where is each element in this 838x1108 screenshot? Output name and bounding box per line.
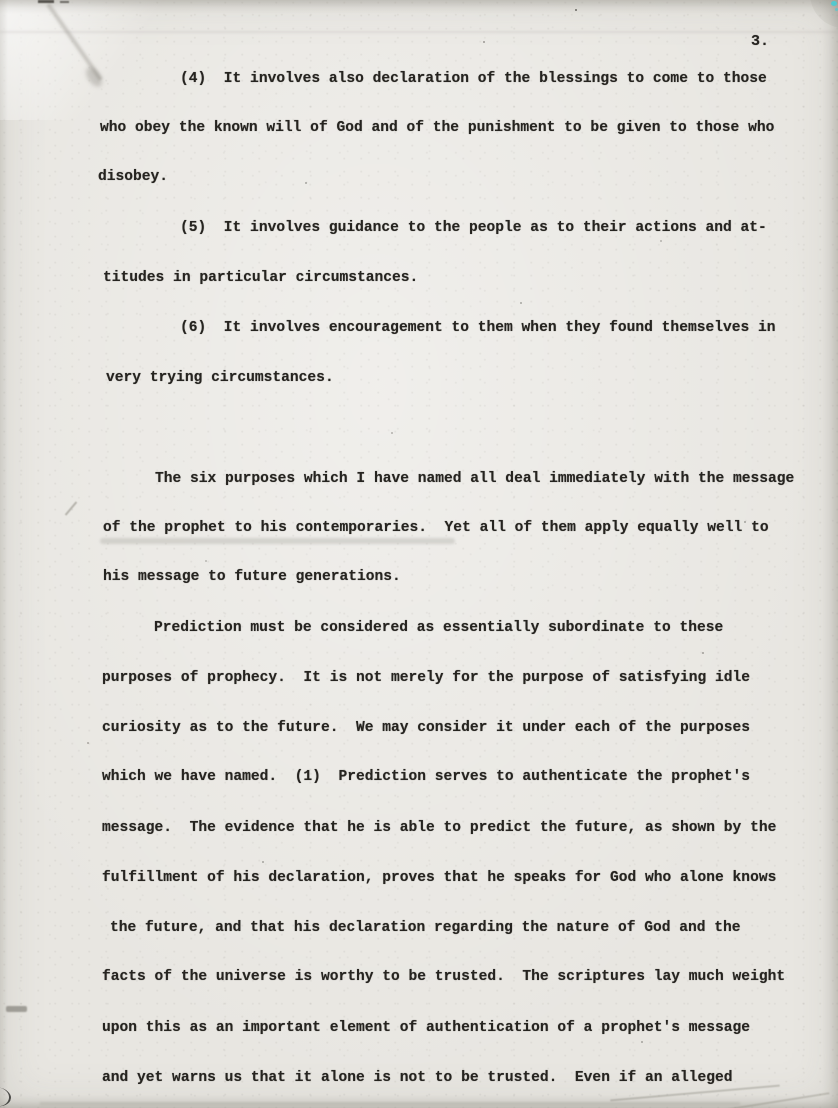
- text-line: purposes of prophecy. It is not merely for the purpose of satisfying idle: [102, 670, 751, 686]
- erasure-smudge: [100, 538, 455, 544]
- scan-edge-right: [822, 0, 838, 1108]
- scan-edge-top: [0, 0, 838, 14]
- edge-ink-dash: [38, 0, 54, 3]
- text-line: who obey the known will of God and of the punishment to be given to those who: [100, 120, 775, 136]
- edge-ink-dash: [60, 1, 69, 3]
- text-line: titudes in particular circumstances.: [103, 270, 419, 286]
- text-line: fulfillment of his declaration, proves that he speaks for God who alone knows: [102, 870, 777, 886]
- scanner-color-speck: [831, 1, 837, 6]
- text-line: his message to future generations.: [103, 569, 401, 585]
- text-line: upon this as an important element of authentication of a prophet's message: [102, 1020, 751, 1036]
- text-line: disobey.: [98, 169, 169, 185]
- scan-edge-left: [0, 0, 8, 1108]
- scratch-mark: [65, 501, 77, 515]
- paper-specks: [0, 0, 2, 2]
- text-line: facts of the universe is worthy to be trusted. The scriptures lay much weight: [102, 969, 786, 985]
- text-line: and yet warns us that it alone is not to be trusted. Even if an alleged: [102, 1070, 733, 1086]
- text-line: Prediction must be considered as essentially subordinate to these: [154, 620, 724, 636]
- page-number: 3.: [751, 33, 770, 50]
- text-line: (5) It involves guidance to the people as to their actions and at-: [180, 220, 767, 236]
- text-line: the future, and that his declaration regarding the nature of God and the: [110, 920, 741, 936]
- fold-line: [0, 31, 838, 33]
- text-line: message. The evidence that he is able to predict the future, as shown by the: [102, 820, 777, 836]
- text-line: of the prophet to his contemporaries. Yet all of them apply equally well to: [103, 520, 769, 536]
- text-line: (6) It involves encouragement to them when they found themselves in: [180, 320, 776, 336]
- bottom-streak: [40, 1102, 740, 1105]
- text-line: (4) It involves also declaration of the blessings to come to those: [180, 71, 767, 87]
- text-line: curiosity as to the future. We may consider it under each of the purposes: [102, 720, 751, 736]
- margin-smudge: [6, 1006, 27, 1012]
- text-line: very trying circumstances.: [106, 370, 334, 386]
- text-line: which we have named. (1) Prediction serves to authenticate the prophet's: [102, 769, 751, 785]
- text-line: The six purposes which I have named all deal immediately with the message: [155, 471, 795, 487]
